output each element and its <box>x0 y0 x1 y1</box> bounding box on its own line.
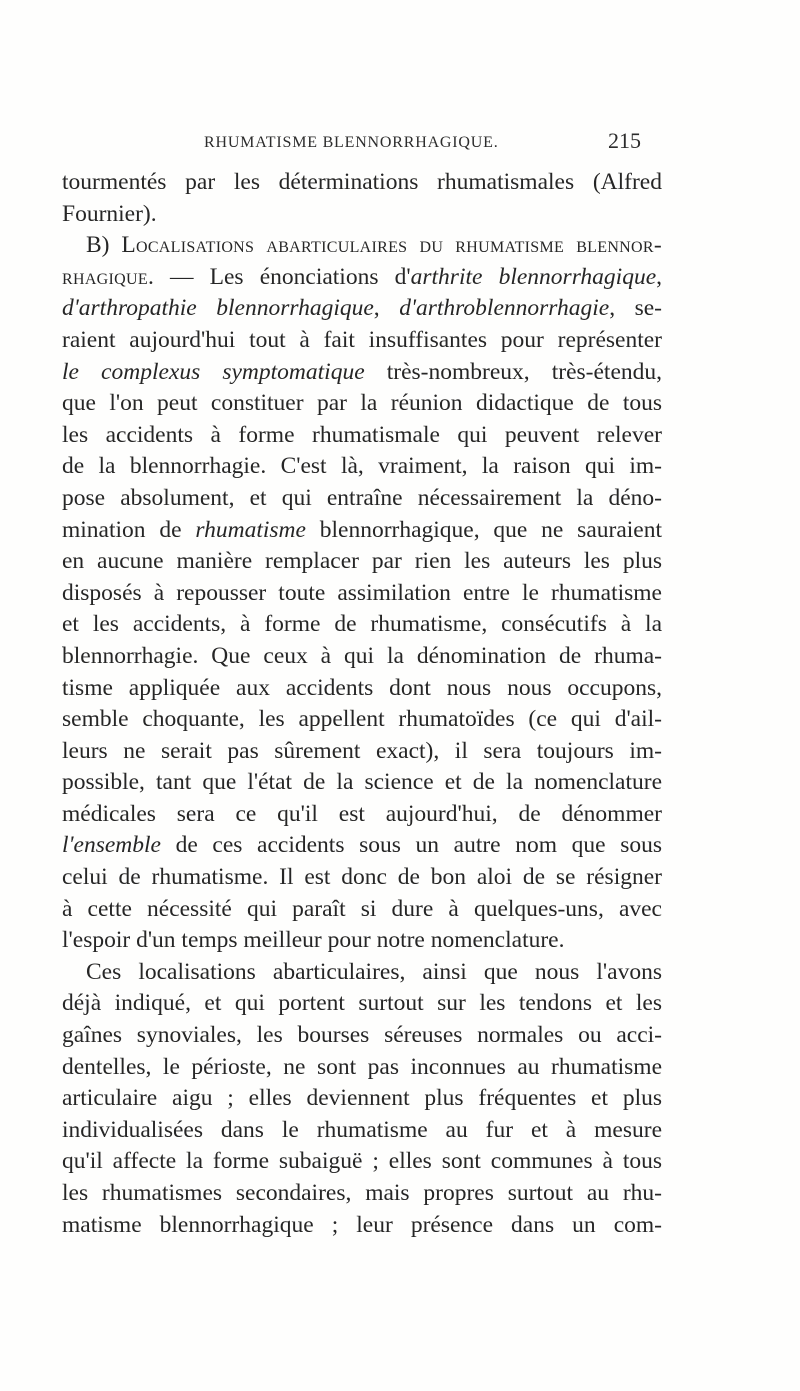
text-segment: tisme appliquée aux accidents dont nous nous occupons, <box>62 674 662 701</box>
text-segment: les rhumatismes secondaires, mais propres surtout au rhu- <box>62 1180 662 1206</box>
running-title: RHUMATISME BLENNORRHAGIQUE. <box>204 134 499 151</box>
body-text <box>62 167 662 1241</box>
text-segment: en aucune manière remplacer par rien les auteurs les plus <box>62 548 662 575</box>
text-segment: Fournier). <box>62 200 157 227</box>
text-segment: semble choquante, les appellent rhumatoïdes (ce qui d'ail- <box>62 706 662 733</box>
text-segment: celui de rhumatisme. Il est donc de bon aloi de se résigner <box>62 864 662 891</box>
text-segment: les accidents à forme rhumatismale qui peuvent relever <box>62 421 662 448</box>
text-segment: individualisées dans le rhumatisme au fur et à mesure <box>62 1116 662 1143</box>
text-segment: leurs ne serait pas sûrement exact), il sera toujours im- <box>62 737 662 764</box>
text-segment: et les accidents, à forme de rhumatisme, consécutifs à la <box>62 611 662 638</box>
text-line <box>62 515 662 547</box>
text-line <box>62 167 662 199</box>
text-segment: déjà indiqué, et qui portent surtout sur les tendons et les <box>62 990 662 1017</box>
text-segment: blennorrhagique, que ne sauraient <box>305 516 662 543</box>
text-line <box>62 704 662 736</box>
text-segment: Ces localisations abarticulaires, ainsi que nous l'avons <box>86 958 662 985</box>
text-line <box>62 199 662 231</box>
text-line <box>62 451 662 483</box>
text-segment: qu'il affecte la forme subaiguë ; elles sont communes à tous <box>62 1148 662 1175</box>
text-line <box>62 578 662 610</box>
text-line <box>62 483 662 515</box>
text-line <box>62 830 662 862</box>
small-caps-phrase: rhagique <box>62 263 148 290</box>
text-line <box>62 736 662 768</box>
text-segment: de ces accidents sous un autre nom que sous <box>161 832 662 859</box>
text-line <box>62 1083 662 1115</box>
text-segment: pose absolument, et qui entraîne nécessairement la déno- <box>62 484 662 511</box>
italic-phrase: d'arthropathie blennorrhagique <box>62 295 374 322</box>
text-line <box>62 1115 662 1147</box>
text-segment: très-nombreux, très-étendu, <box>364 358 662 385</box>
text-line <box>62 262 662 294</box>
text-segment: matisme blennorrhagique ; leur présence dans un com- <box>62 1211 662 1238</box>
italic-phrase: rhumatisme <box>195 516 306 543</box>
text-segment: mination de <box>62 516 196 543</box>
text-segment: raient aujourd'hui tout à fait insuffisantes pour représenter <box>62 326 662 353</box>
text-line <box>62 609 662 641</box>
text-line <box>62 325 662 357</box>
text-line <box>62 641 662 673</box>
text-segment: disposés à repousser toute assimilation entre le rhumatisme <box>62 579 662 606</box>
running-head <box>62 128 662 158</box>
small-caps-phrase: Localisations abarticulaires du rhumatisme blennor- <box>121 232 662 259</box>
text-line <box>62 862 662 894</box>
text-line <box>62 1052 662 1084</box>
text-segment: que l'on peut constituer par la réunion didactique de tous <box>62 390 662 417</box>
text-line <box>62 988 662 1020</box>
text-segment: l'espoir d'un temps meilleur pour notre nomenclature. <box>62 927 565 954</box>
text-segment: blennorrhagie. Que ceux à qui la dénomination de rhuma- <box>62 642 662 669</box>
text-segment: à cette nécessité qui paraît si dure à quelques-uns, avec <box>62 895 662 922</box>
text-line <box>62 925 662 957</box>
text-line <box>62 1146 662 1178</box>
text-line <box>62 230 662 262</box>
italic-phrase: le complexus symptomatique <box>62 358 365 385</box>
italic-phrase: l'ensemble <box>62 832 161 859</box>
italic-phrase: arthrite blennorrhagique <box>410 263 657 290</box>
text-line <box>62 673 662 705</box>
page-number: 215 <box>608 128 641 153</box>
text-segment: possible, tant que l'état de la science et de la nomenclature <box>62 769 662 796</box>
text-segment: dentelles, le périoste, ne sont pas inconnues au rhumatisme <box>62 1053 662 1080</box>
text-segment: de la blennorrhagie. C'est là, vraiment, la raison qui im- <box>62 453 662 480</box>
text-line <box>62 546 662 578</box>
text-segment: B) <box>86 232 122 259</box>
text-segment: gaînes synoviales, les bourses séreuses normales ou acci- <box>62 1022 662 1049</box>
text-line <box>62 1178 662 1210</box>
text-segment: , <box>656 263 662 290</box>
text-line <box>62 388 662 420</box>
text-line <box>62 357 662 389</box>
italic-phrase: d'arthroblennorrhagie <box>399 295 610 322</box>
text-segment: médicales sera ce qu'il est aujourd'hui, de dénommer <box>62 800 662 827</box>
text-segment: articulaire aigu ; elles deviennent plus fréquentes et plus <box>62 1085 662 1112</box>
text-segment: tourmentés par les déterminations rhumatismales (Alfred <box>62 169 662 195</box>
text-line <box>62 894 662 926</box>
text-segment: , se- <box>609 295 663 322</box>
text-line <box>62 799 662 831</box>
text-segment: , <box>373 295 400 322</box>
text-line <box>62 767 662 799</box>
text-line <box>62 293 662 325</box>
text-line <box>62 957 662 989</box>
text-line <box>62 1210 662 1242</box>
text-line <box>62 420 662 452</box>
text-segment: . — Les énonciations d' <box>147 263 411 290</box>
text-line <box>62 1020 662 1052</box>
